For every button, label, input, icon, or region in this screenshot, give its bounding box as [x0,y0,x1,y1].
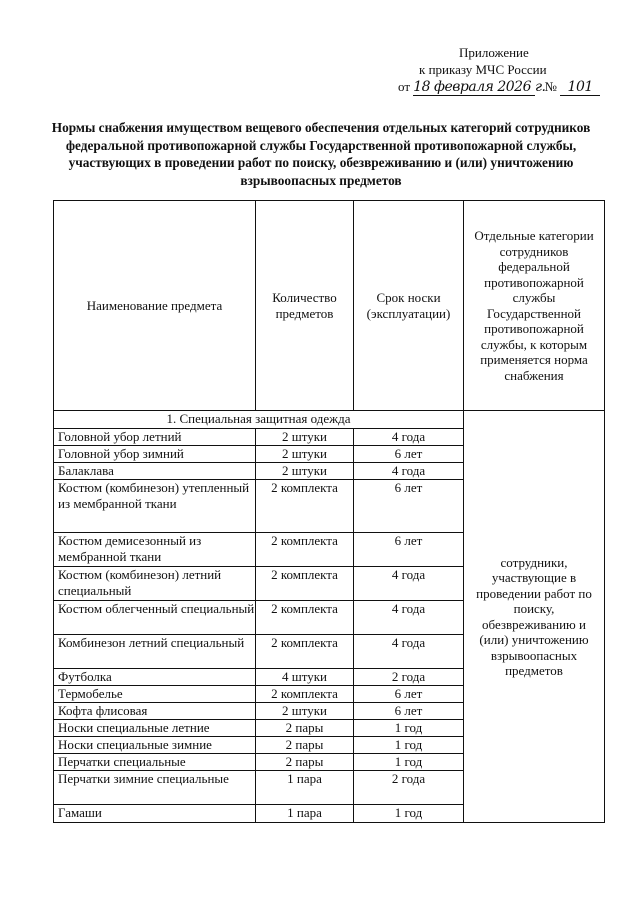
column-header-quantity: Количество предметов [256,201,354,411]
section-title: 1. Специальная защитная одежда [54,411,464,429]
wear-term-cell: 6 лет [354,533,464,567]
item-name-cell: Головной убор зимний [54,446,256,463]
date-prefix: от [398,79,411,94]
handwritten-number: 101 [560,80,600,96]
quantity-cell: 2 комплекта [256,686,354,703]
item-name-cell: Футболка [54,669,256,686]
quantity-cell: 2 штуки [256,463,354,480]
supply-norms-table [53,200,605,823]
document-title: Нормы снабжения имуществом вещевого обеспечения отдельных категорий сотрудников федеральной противопожарной службы Государственной противопожарной службы, участвующих в проведении работ по поиску, обезвреживанию и (или) уничтожению взрывоопасных предметов [51,120,591,188]
section-row [54,411,605,429]
number-label: № [544,79,557,94]
wear-term-cell: 6 лет [354,446,464,463]
item-name-cell: Носки специальные зимние [54,737,256,754]
quantity-cell: 2 штуки [256,446,354,463]
wear-term-cell: 4 года [354,463,464,480]
table-header-row [54,201,605,411]
wear-term-cell: 2 года [354,771,464,805]
wear-term-cell: 1 год [354,754,464,771]
wear-term-cell: 1 год [354,805,464,823]
item-name-cell: Носки специальные летние [54,720,256,737]
quantity-cell: 2 комплекта [256,567,354,601]
column-header-wear-term: Срок носки (эксплуатации) [354,201,464,411]
quantity-cell: 1 пара [256,805,354,823]
quantity-cell: 2 комплекта [256,635,354,669]
item-name-cell: Костюм (комбинезон) утепленный из мембранной ткани [54,480,256,533]
order-reference: к приказу МЧС России [419,62,547,77]
wear-term-cell: 4 года [354,635,464,669]
item-name-cell: Головной убор летний [54,429,256,446]
quantity-cell: 2 комплекта [256,480,354,533]
item-name-cell: Кофта флисовая [54,703,256,720]
column-header-category: Отдельные категории сотрудников федеральной противопожарной службы Государственной противопожарной службы, к которым применяется норма снабжения [464,201,605,411]
item-name-cell: Перчатки зимние специальные [54,771,256,805]
quantity-cell: 4 штуки [256,669,354,686]
order-date-number [398,78,600,96]
appendix-label: Приложение [459,45,529,60]
item-name-cell: Костюм облегченный специальный [54,601,256,635]
wear-term-cell: 2 года [354,669,464,686]
item-name-cell: Гамаши [54,805,256,823]
wear-term-cell: 4 года [354,429,464,446]
quantity-cell: 2 штуки [256,429,354,446]
item-name-cell: Перчатки специальные [54,754,256,771]
column-header-item-name: Наименование предмета [54,201,256,411]
wear-term-cell: 1 год [354,720,464,737]
quantity-cell: 2 пары [256,737,354,754]
quantity-cell: 2 пары [256,720,354,737]
quantity-cell: 2 пары [256,754,354,771]
quantity-cell: 2 комплекта [256,601,354,635]
item-name-cell: Костюм демисезонный из мембранной ткани [54,533,256,567]
quantity-cell: 1 пара [256,771,354,805]
quantity-cell: 2 штуки [256,703,354,720]
category-cell: сотрудники, участвующие в проведении работ по поиску, обезвреживанию и (или) уничтожению взрывоопасных предметов [464,411,605,823]
item-name-cell: Балаклава [54,463,256,480]
wear-term-cell: 6 лет [354,703,464,720]
wear-term-cell: 6 лет [354,686,464,703]
item-name-cell: Костюм (комбинезон) летний специальный [54,567,256,601]
quantity-cell: 2 комплекта [256,533,354,567]
item-name-cell: Комбинезон летний специальный [54,635,256,669]
wear-term-cell: 4 года [354,567,464,601]
item-name-cell: Термобелье [54,686,256,703]
handwritten-date: 18 февраля 2026 г. [413,79,546,95]
wear-term-cell: 6 лет [354,480,464,533]
wear-term-cell: 4 года [354,601,464,635]
wear-term-cell: 1 год [354,737,464,754]
